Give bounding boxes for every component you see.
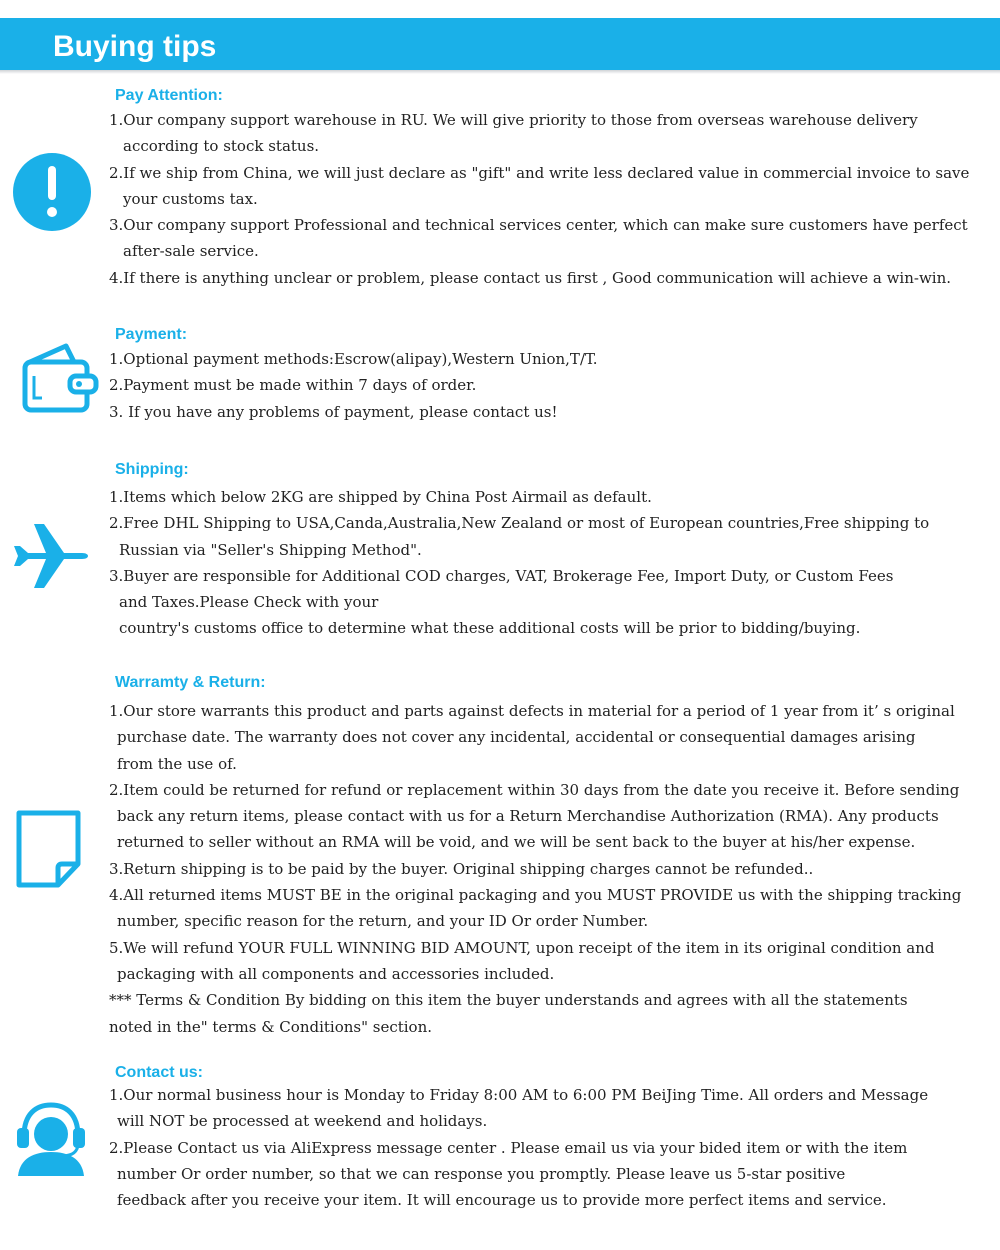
payment-heading: Payment: [115, 326, 188, 343]
list-item [109, 777, 989, 856]
item-continuation: country's customs office to determine what these additional costs will be prior to bidding/buying. [119, 619, 861, 638]
list-item [109, 510, 989, 563]
wallet-icon [20, 340, 102, 416]
contact-list [109, 1082, 989, 1213]
list-item [109, 1082, 989, 1135]
pay-attention-list [109, 107, 989, 291]
terms-note [109, 987, 989, 1040]
document-icon [14, 808, 86, 890]
item-continuation: according to stock status. [123, 137, 320, 156]
item-text: 4.All returned items MUST BE in the original packaging and you MUST PROVIDE us with the shipping tracking [109, 886, 962, 905]
item-text: 1.Our company support warehouse in RU. We will give priority to those from overseas warehouse delivery [109, 111, 918, 129]
item-continuation: after-sale service. [123, 242, 259, 261]
item-text: 1.Our normal business hour is Monday to Friday 8:00 AM to 6:00 PM BeiJing Time. All orders and Message [109, 1086, 929, 1104]
item-text: 3. If you have any problems of payment, please contact us! [109, 402, 558, 421]
list-item [109, 882, 989, 935]
item-continuation: purchase date. The warranty does not cover any incidental, accidental or consequential damages arising [117, 728, 916, 747]
pay-attention-heading: Pay Attention: [115, 87, 223, 104]
list-item [109, 698, 989, 777]
item-text: 5.We will refund YOUR FULL WINNING BID AMOUNT, upon receipt of the item in its original condition and [109, 938, 935, 957]
contact-heading: Contact us: [115, 1064, 203, 1081]
list-item [109, 399, 989, 425]
item-continuation: number, specific reason for the return, and your ID Or order Number. [117, 912, 649, 931]
item-continuation: from the use of. [117, 754, 237, 773]
airplane-icon [12, 520, 92, 592]
item-continuation: noted in the" terms & Conditions" section. [109, 1017, 433, 1036]
item-continuation: returned to seller without an RMA will be void, and we will be sent back to the buyer at his/her expense. [117, 833, 916, 852]
item-text: 1.Optional payment methods:Escrow(alipay),Western Union,T/T. [109, 350, 598, 368]
list-item [109, 856, 989, 882]
item-text: 1.Items which below 2KG are shipped by China Post Airmail as default. [109, 488, 652, 506]
payment-list [109, 346, 989, 425]
list-item [109, 212, 989, 265]
item-text: 2.Please Contact us via AliExpress message center . Please email us via your bided item or with the item [109, 1138, 908, 1157]
item-text: 4.If there is anything unclear or problem, please contact us first , Good communication will achieve a win-win. [109, 268, 952, 287]
item-text: *** Terms & Condition By bidding on this item the buyer understands and agrees with all the statements [109, 991, 908, 1010]
item-continuation: back any return items, please contact with us for a Return Merchandise Authorization (RMA). Any products [117, 807, 939, 826]
list-item [109, 160, 989, 213]
item-text: 2.If we ship from China, we will just declare as "gift" and write less declared value in commercial invoice to save [109, 163, 970, 182]
page-title: Buying tips [53, 30, 217, 63]
item-continuation: feedback after you receive your item. It will encourage us to provide more perfect items and service. [117, 1191, 887, 1210]
list-item [109, 935, 989, 988]
item-continuation: will NOT be processed at weekend and holidays. [117, 1112, 488, 1131]
list-item [109, 372, 989, 398]
warranty-list [109, 698, 989, 1040]
list-item [109, 1135, 989, 1214]
item-text: 3.Our company support Professional and technical services center, which can make sure customers have perfect [109, 216, 968, 235]
item-continuation: number Or order number, so that we can response you promptly. Please leave us 5-star positive [117, 1164, 846, 1183]
item-continuation: your customs tax. [123, 189, 258, 208]
list-item [109, 484, 989, 510]
item-text: 2.Item could be returned for refund or replacement within 30 days from the date you receive it. Before sending [109, 780, 960, 799]
item-text: 2.Payment must be made within 7 days of order. [109, 376, 477, 395]
item-text: 3.Return shipping is to be paid by the buyer. Original shipping charges cannot be refunded.. [109, 859, 814, 878]
exclamation-circle-icon [12, 152, 92, 232]
shipping-heading: Shipping: [115, 461, 189, 478]
item-text: 3.Buyer are responsible for Additional COD charges, VAT, Brokerage Fee, Import Duty, or Custom Fees [109, 566, 894, 585]
list-item [109, 563, 989, 642]
item-continuation: and Taxes.Please Check with your [119, 593, 379, 612]
item-text: 1.Our store warrants this product and parts against defects in material for a period of 1 year from it’ s original [109, 702, 955, 720]
list-item [109, 265, 989, 291]
header-shadow [0, 70, 1000, 74]
item-continuation: Russian via "Seller's Shipping Method". [119, 540, 422, 559]
item-continuation: packaging with all components and accessories included. [117, 964, 555, 983]
list-item [109, 346, 989, 372]
list-item [109, 107, 989, 160]
header-banner [0, 18, 1000, 72]
warranty-heading: Warramty & Return: [115, 674, 266, 691]
item-text: 2.Free DHL Shipping to USA,Canda,Australia,New Zealand or most of European countries,Free shipping to [109, 514, 930, 533]
shipping-list [109, 484, 989, 642]
customer-service-icon [14, 1100, 88, 1178]
